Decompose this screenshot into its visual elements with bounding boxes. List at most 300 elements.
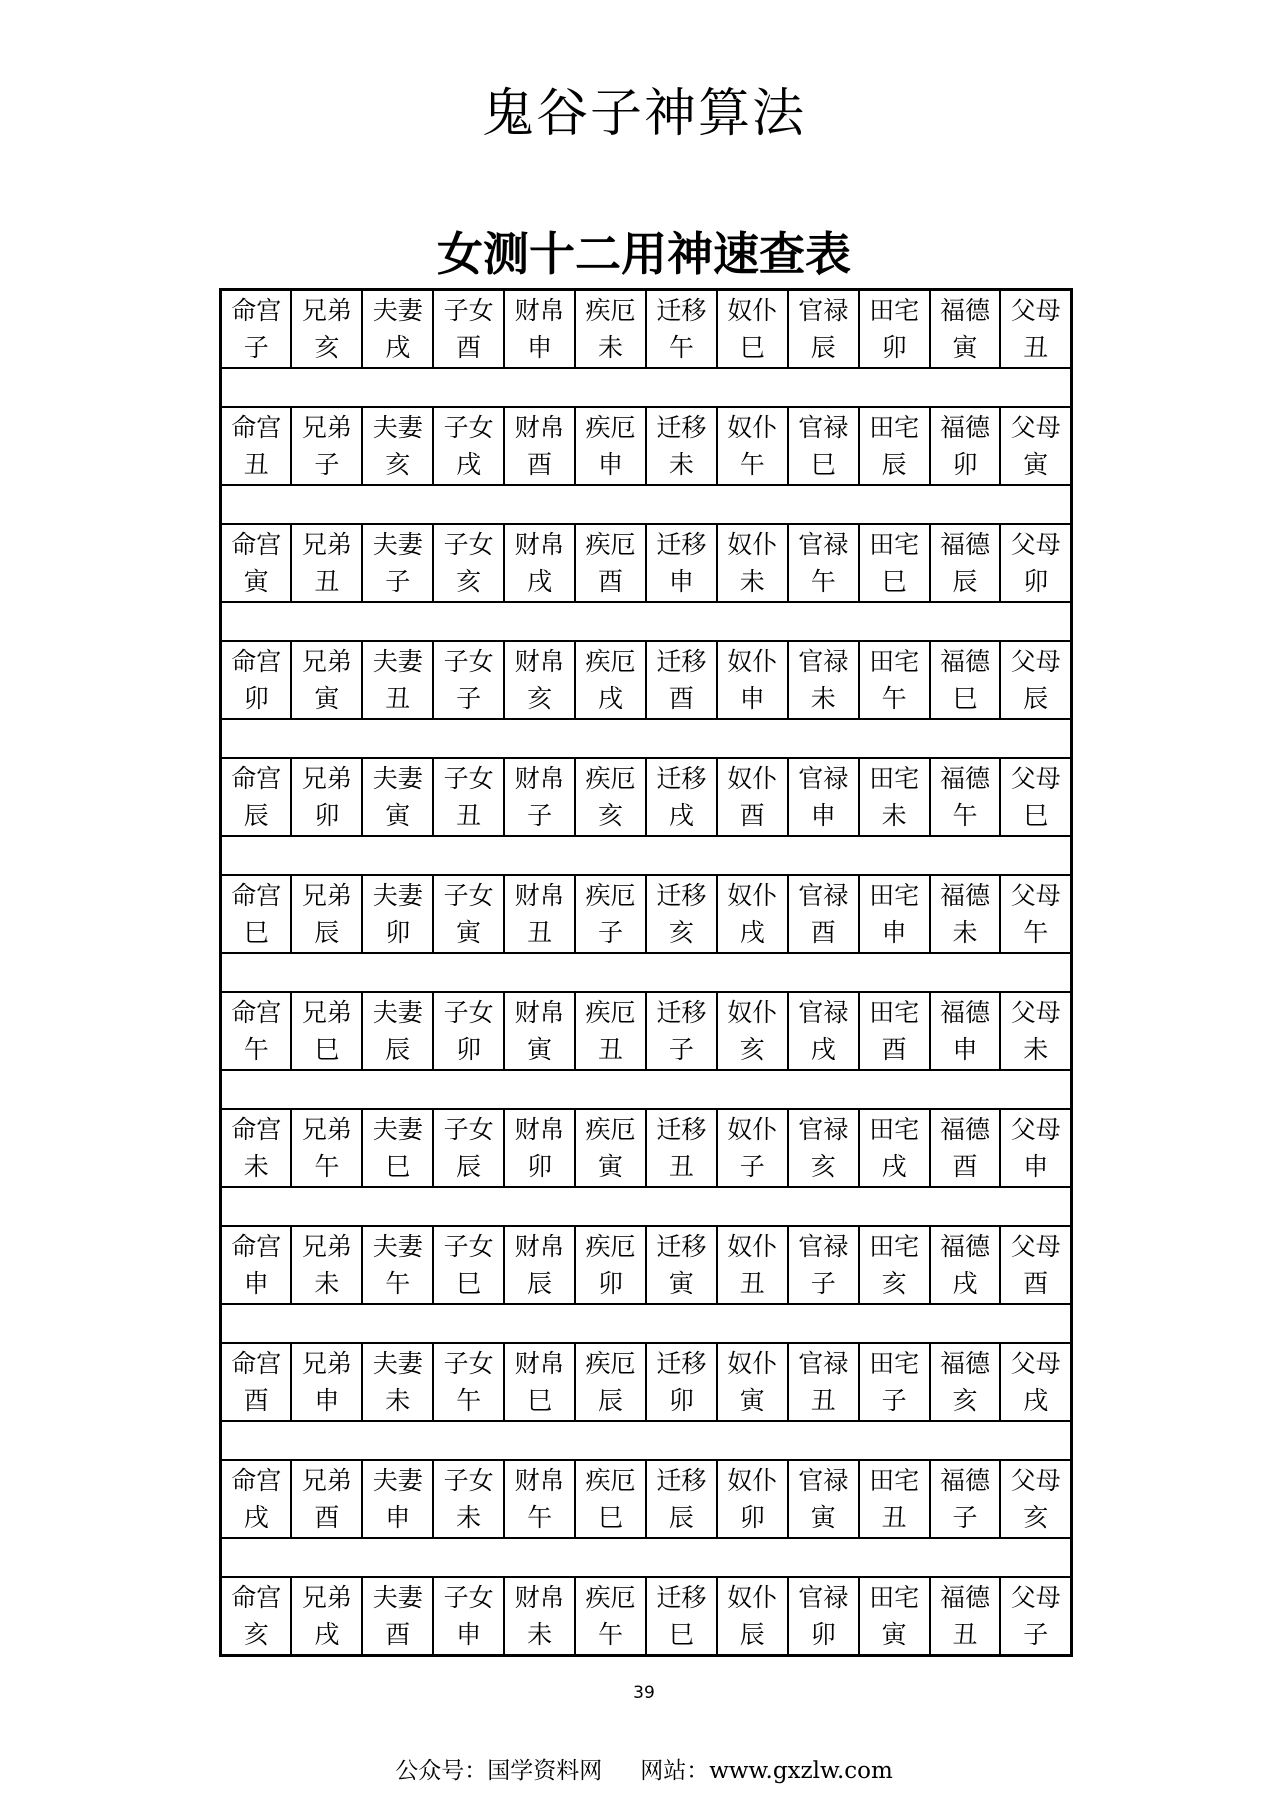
palace-cell [433, 524, 504, 602]
palace-cell [788, 1577, 859, 1656]
earthly-branch: 申 [810, 801, 836, 830]
palace-cell [646, 875, 717, 953]
palace-cell [859, 875, 930, 953]
earthly-branch: 子 [1023, 1620, 1049, 1649]
earthly-branch: 亥 [952, 1386, 978, 1415]
palace-name: 福德 [940, 1232, 991, 1261]
palace-name: 官禄 [798, 530, 849, 559]
palace-name: 夫妻 [372, 881, 423, 910]
palace-cell [362, 641, 433, 719]
earthly-branch: 巳 [739, 333, 765, 362]
earthly-branch: 申 [881, 918, 907, 947]
palace-cell [788, 524, 859, 602]
earthly-branch: 午 [952, 801, 978, 830]
palace-cell [221, 1109, 292, 1187]
palace-name: 福德 [940, 1349, 991, 1378]
earthly-branch: 卯 [952, 450, 978, 479]
table-row [221, 290, 1072, 369]
palace-name: 子女 [443, 296, 494, 325]
palace-cell [788, 290, 859, 369]
palace-name: 父母 [1010, 764, 1061, 793]
earthly-branch: 未 [881, 801, 907, 830]
earthly-branch: 未 [739, 567, 765, 596]
palace-cell [504, 641, 575, 719]
palace-name: 子女 [443, 764, 494, 793]
earthly-branch: 亥 [385, 450, 411, 479]
palace-name: 子女 [443, 530, 494, 559]
earthly-branch: 亥 [243, 1620, 269, 1649]
earthly-branch: 子 [314, 450, 340, 479]
palace-name: 命宫 [231, 1349, 282, 1378]
palace-cell [930, 524, 1001, 602]
spacer-row [221, 602, 1072, 641]
palace-name: 福德 [940, 881, 991, 910]
palace-cell [717, 758, 788, 836]
earthly-branch: 酉 [456, 333, 482, 362]
palace-name: 子女 [443, 1115, 494, 1144]
footer-website: 网站：www.gxzlw.com [640, 1758, 893, 1784]
spacer-cell [221, 719, 1072, 758]
palace-name: 福德 [940, 296, 991, 325]
palace-name: 迁移 [656, 296, 707, 325]
palace-cell [291, 641, 362, 719]
earthly-branch: 申 [243, 1269, 269, 1298]
palace-name: 疾厄 [585, 647, 636, 676]
earthly-branch: 申 [456, 1620, 482, 1649]
palace-name: 迁移 [656, 1583, 707, 1612]
palace-cell [717, 1343, 788, 1421]
palace-name: 兄弟 [301, 647, 352, 676]
palace-cell [433, 641, 504, 719]
palace-cell [717, 1109, 788, 1187]
palace-cell [1000, 641, 1071, 719]
palace-name: 财帛 [514, 1349, 565, 1378]
palace-cell [930, 875, 1001, 953]
palace-name: 疾厄 [585, 1349, 636, 1378]
earthly-branch: 子 [810, 1269, 836, 1298]
palace-name: 官禄 [798, 1349, 849, 1378]
palace-cell [433, 1109, 504, 1187]
palace-cell [575, 1226, 646, 1304]
palace-cell [646, 1109, 717, 1187]
earthly-branch: 未 [243, 1152, 269, 1181]
palace-cell [717, 992, 788, 1070]
earthly-branch: 戌 [243, 1503, 269, 1532]
palace-name: 财帛 [514, 296, 565, 325]
palace-cell [221, 1226, 292, 1304]
palace-cell [221, 407, 292, 485]
earthly-branch: 申 [314, 1386, 340, 1415]
palace-name: 奴仆 [727, 296, 778, 325]
earthly-branch: 戌 [1023, 1386, 1049, 1415]
palace-name: 财帛 [514, 647, 565, 676]
palace-cell [362, 1109, 433, 1187]
palace-name: 兄弟 [301, 1583, 352, 1612]
palace-name: 奴仆 [727, 647, 778, 676]
palace-cell [362, 1226, 433, 1304]
palace-name: 疾厄 [585, 998, 636, 1027]
earthly-branch: 亥 [527, 684, 553, 713]
palace-name: 田宅 [869, 881, 920, 910]
earthly-branch: 午 [739, 450, 765, 479]
palace-name: 子女 [443, 1349, 494, 1378]
palace-name: 田宅 [869, 1115, 920, 1144]
palace-cell [291, 1343, 362, 1421]
earthly-branch: 申 [1023, 1152, 1049, 1181]
earthly-branch: 子 [597, 918, 623, 947]
palace-name: 命宫 [231, 413, 282, 442]
palace-name: 迁移 [656, 647, 707, 676]
earthly-branch: 寅 [597, 1152, 623, 1181]
earthly-branch: 丑 [243, 450, 269, 479]
earthly-branch: 辰 [810, 333, 836, 362]
palace-name: 财帛 [514, 881, 565, 910]
earthly-branch: 亥 [668, 918, 694, 947]
palace-name: 官禄 [798, 413, 849, 442]
earthly-branch: 酉 [1023, 1269, 1049, 1298]
palace-name: 兄弟 [301, 1466, 352, 1495]
palace-name: 子女 [443, 647, 494, 676]
palace-name: 福德 [940, 1466, 991, 1495]
palace-cell [575, 524, 646, 602]
earthly-branch: 寅 [1023, 450, 1049, 479]
earthly-branch: 未 [385, 1386, 411, 1415]
palace-cell [930, 290, 1001, 369]
palace-name: 命宫 [231, 530, 282, 559]
spacer-row [221, 1538, 1072, 1577]
spacer-row [221, 953, 1072, 992]
palace-name: 奴仆 [727, 1466, 778, 1495]
spacer-cell [221, 836, 1072, 875]
palace-name: 财帛 [514, 1115, 565, 1144]
spacer-row [221, 719, 1072, 758]
table-row [221, 641, 1072, 719]
palace-name: 财帛 [514, 1466, 565, 1495]
palace-cell [291, 1577, 362, 1656]
palace-name: 兄弟 [301, 1115, 352, 1144]
palace-name: 迁移 [656, 764, 707, 793]
palace-name: 兄弟 [301, 1232, 352, 1261]
palace-cell [221, 641, 292, 719]
palace-cell [221, 1343, 292, 1421]
palace-cell [930, 641, 1001, 719]
earthly-branch: 酉 [385, 1620, 411, 1649]
earthly-branch: 卯 [1023, 567, 1049, 596]
palace-cell [291, 1460, 362, 1538]
earthly-branch: 寅 [385, 801, 411, 830]
earthly-branch: 午 [668, 333, 694, 362]
palace-cell [291, 290, 362, 369]
palace-cell [930, 1226, 1001, 1304]
spacer-cell [221, 1187, 1072, 1226]
spacer-row [221, 1070, 1072, 1109]
palace-name: 兄弟 [301, 296, 352, 325]
palace-cell [291, 1109, 362, 1187]
earthly-branch: 寅 [952, 333, 978, 362]
palace-cell [1000, 1577, 1071, 1656]
spacer-cell [221, 953, 1072, 992]
palace-cell [362, 1343, 433, 1421]
earthly-branch: 亥 [597, 801, 623, 830]
earthly-branch: 子 [527, 801, 553, 830]
table-row [221, 875, 1072, 953]
earthly-branch: 子 [952, 1503, 978, 1532]
earthly-branch: 戌 [527, 567, 553, 596]
palace-name: 命宫 [231, 881, 282, 910]
earthly-branch: 辰 [385, 1035, 411, 1064]
table-row [221, 1226, 1072, 1304]
earthly-branch: 酉 [243, 1386, 269, 1415]
earthly-branch: 未 [810, 684, 836, 713]
earthly-branch: 戌 [314, 1620, 340, 1649]
palace-name: 疾厄 [585, 1232, 636, 1261]
earthly-branch: 辰 [668, 1503, 694, 1532]
palace-name: 疾厄 [585, 1115, 636, 1144]
table-row [221, 1577, 1072, 1656]
palace-name: 迁移 [656, 1349, 707, 1378]
earthly-branch: 卯 [668, 1386, 694, 1415]
palace-cell [930, 1460, 1001, 1538]
palace-cell [1000, 524, 1071, 602]
palace-cell [504, 1343, 575, 1421]
palace-name: 夫妻 [372, 296, 423, 325]
spacer-row [221, 485, 1072, 524]
earthly-branch: 巳 [668, 1620, 694, 1649]
palace-name: 父母 [1010, 1232, 1061, 1261]
palace-cell [221, 1577, 292, 1656]
palace-cell [1000, 992, 1071, 1070]
earthly-branch: 巳 [314, 1035, 340, 1064]
palace-name: 奴仆 [727, 764, 778, 793]
palace-cell [433, 1577, 504, 1656]
palace-cell [362, 992, 433, 1070]
palace-name: 迁移 [656, 881, 707, 910]
earthly-branch: 子 [243, 333, 269, 362]
palace-name: 官禄 [798, 764, 849, 793]
palace-name: 财帛 [514, 764, 565, 793]
palace-name: 财帛 [514, 1232, 565, 1261]
earthly-branch: 酉 [881, 1035, 907, 1064]
earthly-branch: 卯 [739, 1503, 765, 1532]
palace-name: 子女 [443, 1583, 494, 1612]
palace-name: 夫妻 [372, 1115, 423, 1144]
palace-cell [859, 1460, 930, 1538]
earthly-branch: 未 [527, 1620, 553, 1649]
earthly-branch: 寅 [456, 918, 482, 947]
palace-cell [362, 1577, 433, 1656]
table-row [221, 1343, 1072, 1421]
earthly-branch: 未 [668, 450, 694, 479]
palace-cell [646, 1343, 717, 1421]
lookup-table-body [221, 290, 1072, 1656]
palace-name: 子女 [443, 1232, 494, 1261]
spacer-row [221, 368, 1072, 407]
palace-name: 迁移 [656, 1232, 707, 1261]
palace-cell [504, 992, 575, 1070]
palace-name: 田宅 [869, 647, 920, 676]
palace-name: 官禄 [798, 1466, 849, 1495]
palace-name: 福德 [940, 530, 991, 559]
palace-name: 父母 [1010, 1115, 1061, 1144]
earthly-branch: 申 [597, 450, 623, 479]
palace-name: 官禄 [798, 881, 849, 910]
palace-cell [1000, 1460, 1071, 1538]
palace-cell [788, 1109, 859, 1187]
palace-name: 迁移 [656, 530, 707, 559]
earthly-branch: 未 [952, 918, 978, 947]
palace-name: 疾厄 [585, 530, 636, 559]
palace-cell [930, 1343, 1001, 1421]
palace-name: 田宅 [869, 296, 920, 325]
palace-cell [1000, 290, 1071, 369]
palace-name: 奴仆 [727, 413, 778, 442]
palace-name: 财帛 [514, 998, 565, 1027]
palace-cell [788, 1460, 859, 1538]
palace-name: 父母 [1010, 1349, 1061, 1378]
palace-cell [859, 1343, 930, 1421]
palace-cell [717, 524, 788, 602]
palace-name: 福德 [940, 998, 991, 1027]
earthly-branch: 酉 [952, 1152, 978, 1181]
earthly-branch: 酉 [314, 1503, 340, 1532]
earthly-branch: 未 [597, 333, 623, 362]
palace-cell [859, 1577, 930, 1656]
palace-name: 财帛 [514, 530, 565, 559]
earthly-branch: 戌 [456, 450, 482, 479]
palace-name: 福德 [940, 1115, 991, 1144]
palace-name: 夫妻 [372, 1232, 423, 1261]
earthly-branch: 寅 [314, 684, 340, 713]
palace-name: 父母 [1010, 1583, 1061, 1612]
palace-cell [859, 992, 930, 1070]
earthly-branch: 亥 [314, 333, 340, 362]
earthly-branch: 丑 [668, 1152, 694, 1181]
palace-cell [504, 875, 575, 953]
earthly-branch: 丑 [597, 1035, 623, 1064]
palace-name: 夫妻 [372, 764, 423, 793]
palace-name: 命宫 [231, 764, 282, 793]
earthly-branch: 丑 [739, 1269, 765, 1298]
palace-cell [788, 758, 859, 836]
palace-name: 命宫 [231, 1232, 282, 1261]
earthly-branch: 卯 [527, 1152, 553, 1181]
palace-cell [859, 1226, 930, 1304]
palace-cell [646, 992, 717, 1070]
palace-name: 兄弟 [301, 764, 352, 793]
earthly-branch: 午 [1023, 918, 1049, 947]
earthly-branch: 酉 [668, 684, 694, 713]
palace-name: 兄弟 [301, 530, 352, 559]
palace-cell [1000, 1226, 1071, 1304]
palace-cell [646, 524, 717, 602]
earthly-branch: 酉 [810, 918, 836, 947]
palace-name: 疾厄 [585, 764, 636, 793]
palace-name: 夫妻 [372, 1349, 423, 1378]
palace-cell [433, 875, 504, 953]
palace-cell [646, 290, 717, 369]
palace-cell [859, 641, 930, 719]
palace-name: 疾厄 [585, 296, 636, 325]
palace-cell [291, 992, 362, 1070]
earthly-branch: 卯 [881, 333, 907, 362]
earthly-branch: 戌 [810, 1035, 836, 1064]
palace-cell [575, 758, 646, 836]
earthly-branch: 申 [527, 333, 553, 362]
palace-name: 子女 [443, 413, 494, 442]
palace-cell [221, 875, 292, 953]
palace-cell [859, 290, 930, 369]
palace-name: 迁移 [656, 998, 707, 1027]
palace-name: 财帛 [514, 413, 565, 442]
spacer-cell [221, 602, 1072, 641]
earthly-branch: 午 [385, 1269, 411, 1298]
palace-name: 迁移 [656, 413, 707, 442]
earthly-branch: 辰 [456, 1152, 482, 1181]
palace-cell [717, 641, 788, 719]
earthly-branch: 午 [456, 1386, 482, 1415]
palace-cell [504, 524, 575, 602]
spacer-row [221, 836, 1072, 875]
earthly-branch: 巳 [1023, 801, 1049, 830]
earthly-branch: 午 [881, 684, 907, 713]
palace-name: 夫妻 [372, 998, 423, 1027]
palace-cell [859, 1109, 930, 1187]
palace-name: 奴仆 [727, 1349, 778, 1378]
palace-name: 子女 [443, 881, 494, 910]
earthly-branch: 辰 [243, 801, 269, 830]
earthly-branch: 寅 [739, 1386, 765, 1415]
palace-cell [575, 1343, 646, 1421]
earthly-branch: 辰 [739, 1620, 765, 1649]
palace-name: 父母 [1010, 1466, 1061, 1495]
palace-cell [930, 1109, 1001, 1187]
palace-cell [646, 758, 717, 836]
earthly-branch: 戌 [668, 801, 694, 830]
palace-cell [717, 407, 788, 485]
earthly-branch: 午 [597, 1620, 623, 1649]
table-row [221, 524, 1072, 602]
earthly-branch: 丑 [314, 567, 340, 596]
palace-name: 奴仆 [727, 1115, 778, 1144]
earthly-branch: 申 [385, 1503, 411, 1532]
earthly-branch: 巳 [527, 1386, 553, 1415]
palace-name: 子女 [443, 998, 494, 1027]
palace-cell [362, 524, 433, 602]
earthly-branch: 未 [314, 1269, 340, 1298]
earthly-branch: 酉 [739, 801, 765, 830]
spacer-cell [221, 1304, 1072, 1343]
palace-cell [930, 407, 1001, 485]
palace-cell [362, 758, 433, 836]
palace-cell [788, 407, 859, 485]
palace-name: 兄弟 [301, 413, 352, 442]
palace-cell [504, 1577, 575, 1656]
earthly-branch: 卯 [314, 801, 340, 830]
earthly-branch: 辰 [881, 450, 907, 479]
palace-name: 田宅 [869, 1466, 920, 1495]
earthly-branch: 子 [385, 567, 411, 596]
palace-cell [433, 1226, 504, 1304]
palace-cell [433, 407, 504, 485]
palace-name: 夫妻 [372, 1466, 423, 1495]
palace-cell [362, 875, 433, 953]
palace-cell [646, 641, 717, 719]
earthly-branch: 丑 [527, 918, 553, 947]
palace-cell [221, 758, 292, 836]
palace-cell [291, 875, 362, 953]
palace-cell [717, 1226, 788, 1304]
earthly-branch: 午 [810, 567, 836, 596]
